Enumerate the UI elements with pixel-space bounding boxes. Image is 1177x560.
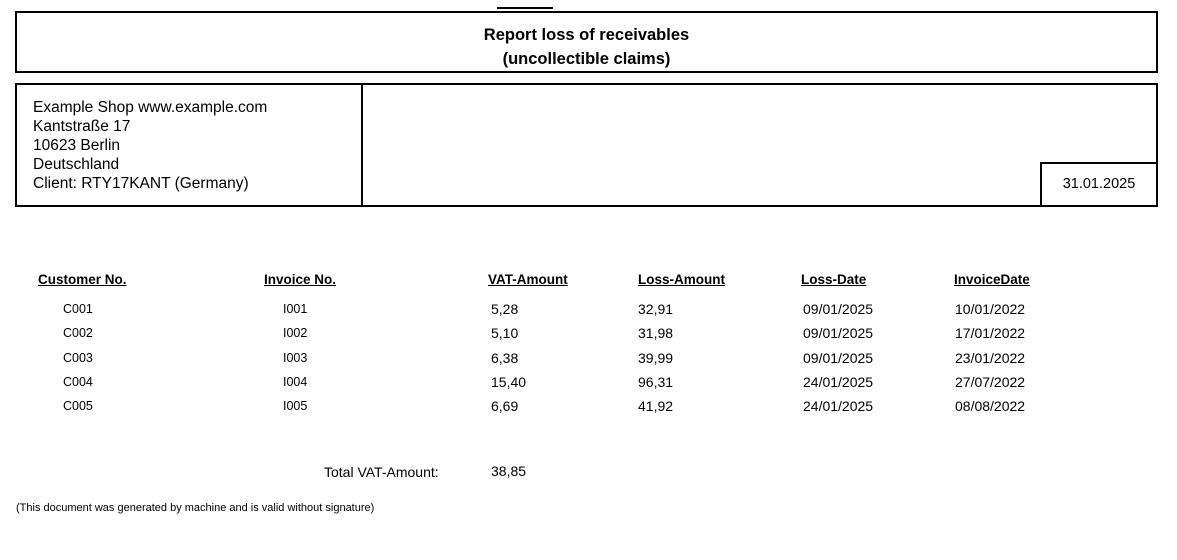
cell-loss-date: 24/01/2025 bbox=[803, 374, 874, 390]
address-line-city: 10623 Berlin bbox=[33, 137, 121, 154]
footnote: (This document was generated by machine and is valid without signature) bbox=[16, 502, 375, 514]
header-invoice-date: InvoiceDate bbox=[954, 272, 1030, 287]
cell-loss-amount: 41,92 bbox=[638, 398, 674, 414]
report-title-box bbox=[15, 11, 1158, 73]
header-loss-amount: Loss-Amount bbox=[638, 272, 725, 287]
address-line-street: Kantstraße 17 bbox=[33, 118, 131, 135]
cell-loss-date: 09/01/2025 bbox=[803, 301, 874, 317]
address-line-client: Client: RTY17KANT (Germany) bbox=[33, 175, 249, 192]
address-line-country: Deutschland bbox=[33, 156, 120, 173]
header-vat-amount: VAT-Amount bbox=[488, 272, 568, 287]
cell-invoice-no: I002 bbox=[283, 326, 308, 340]
cell-loss-date: 24/01/2025 bbox=[803, 398, 874, 414]
cell-loss-date: 09/01/2025 bbox=[803, 350, 874, 366]
header-customer-no: Customer No. bbox=[38, 272, 127, 287]
cell-loss-amount: 32,91 bbox=[638, 301, 674, 317]
cell-loss-amount: 31,98 bbox=[638, 325, 674, 341]
cell-invoice-date: 10/01/2022 bbox=[955, 301, 1026, 317]
cell-vat-amount: 6,69 bbox=[491, 398, 519, 414]
cell-invoice-no: I003 bbox=[283, 351, 308, 365]
header-invoice-no: Invoice No. bbox=[264, 272, 337, 287]
cell-invoice-no: I004 bbox=[283, 375, 308, 389]
report-date: 31.01.2025 bbox=[1040, 162, 1156, 205]
address-box bbox=[15, 83, 1158, 207]
report-subtitle: (uncollectible claims) bbox=[502, 50, 671, 68]
cell-customer-no: C002 bbox=[63, 326, 93, 340]
cell-vat-amount: 15,40 bbox=[491, 374, 527, 390]
top-decoration-line bbox=[497, 7, 553, 9]
cell-invoice-date: 27/07/2022 bbox=[955, 374, 1026, 390]
cell-invoice-date: 23/01/2022 bbox=[955, 350, 1026, 366]
total-vat-label: Total VAT-Amount: bbox=[324, 464, 439, 480]
cell-invoice-no: I005 bbox=[283, 399, 308, 413]
cell-customer-no: C001 bbox=[63, 302, 93, 316]
sender-address bbox=[33, 98, 267, 193]
cell-invoice-date: 08/08/2022 bbox=[955, 398, 1026, 414]
cell-vat-amount: 6,38 bbox=[491, 350, 519, 366]
report-title: Report loss of receivables bbox=[483, 26, 690, 44]
cell-customer-no: C004 bbox=[63, 375, 93, 389]
cell-loss-amount: 96,31 bbox=[638, 374, 674, 390]
total-vat-value: 38,85 bbox=[491, 463, 527, 479]
sender-address-panel bbox=[17, 85, 363, 205]
cell-customer-no: C003 bbox=[63, 351, 93, 365]
cell-invoice-date: 17/01/2022 bbox=[955, 325, 1026, 341]
cell-loss-date: 09/01/2025 bbox=[803, 325, 874, 341]
cell-loss-amount: 39,99 bbox=[638, 350, 674, 366]
cell-vat-amount: 5,28 bbox=[491, 301, 519, 317]
address-line-shop: Example Shop www.example.com bbox=[33, 99, 268, 116]
cell-vat-amount: 5,10 bbox=[491, 325, 519, 341]
cell-invoice-no: I001 bbox=[283, 302, 308, 316]
cell-customer-no: C005 bbox=[63, 399, 93, 413]
header-loss-date: Loss-Date bbox=[801, 272, 867, 287]
